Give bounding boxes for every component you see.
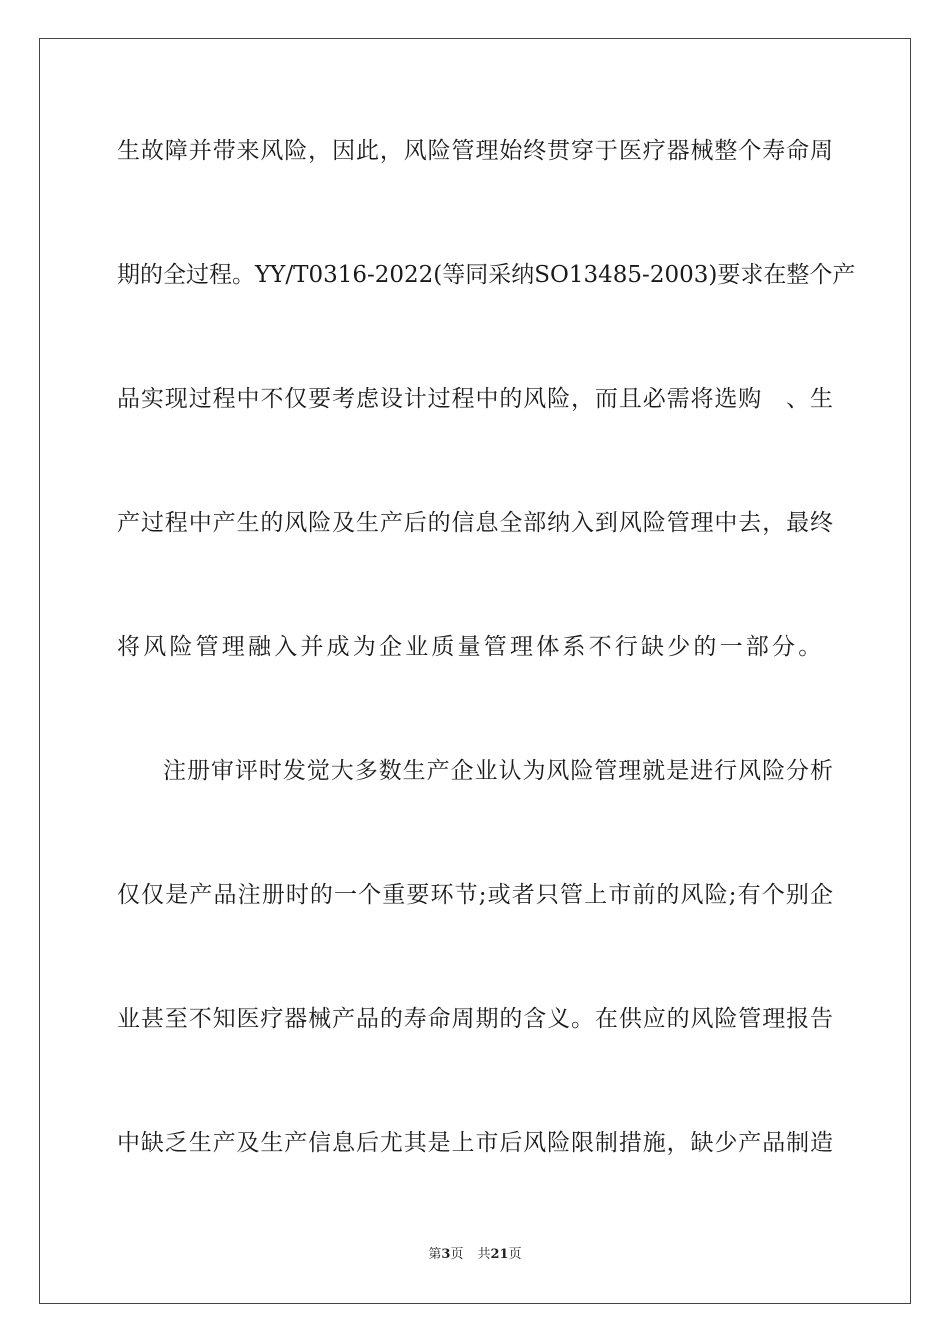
body-line-8: 业甚至不知医疗器械产品的寿命周期的含义。在供应的风险管理报告 — [117, 1006, 833, 1032]
footer-total-pages: 21 — [490, 1247, 509, 1262]
footer-page-number: 3 — [441, 1247, 451, 1262]
footer-total-prefix: 共 — [477, 1247, 491, 1262]
footer-page-suffix: 页 — [450, 1247, 464, 1262]
body-line-3: 品实现过程中不仅要考虑设计过程中的风险，而且必需将选购 、生 — [117, 386, 833, 412]
body-line-4: 产过程中产生的风险及生产后的信息全部纳入到风险管理中去，最终 — [117, 510, 833, 536]
page-border — [39, 38, 911, 1304]
body-line-2: 期的全过程。YY/T0316-2022(等同采纳SO13485-2003)要求在整个产 — [117, 262, 856, 288]
footer-total-suffix: 页 — [508, 1247, 522, 1262]
body-line-7: 仅仅是产品注册时的一个重要环节;或者只管上市前的风险;有个别企 — [117, 882, 833, 908]
body-line-6: 注册审评时发觉大多数生产企业认为风险管理就是进行风险分析 — [163, 758, 833, 784]
body-line-1: 生故障并带来风险，因此，风险管理始终贯穿于医疗器械整个寿命周 — [117, 138, 833, 164]
body-line-5: 将风险管理融入并成为企业质量管理体系不行缺少的一部分。 — [117, 634, 825, 660]
body-line-9: 中缺乏生产及生产信息后尤其是上市后风险限制措施，缺少产品制造 — [117, 1130, 833, 1156]
footer-page-prefix: 第 — [428, 1247, 442, 1262]
page-footer — [0, 1247, 950, 1263]
